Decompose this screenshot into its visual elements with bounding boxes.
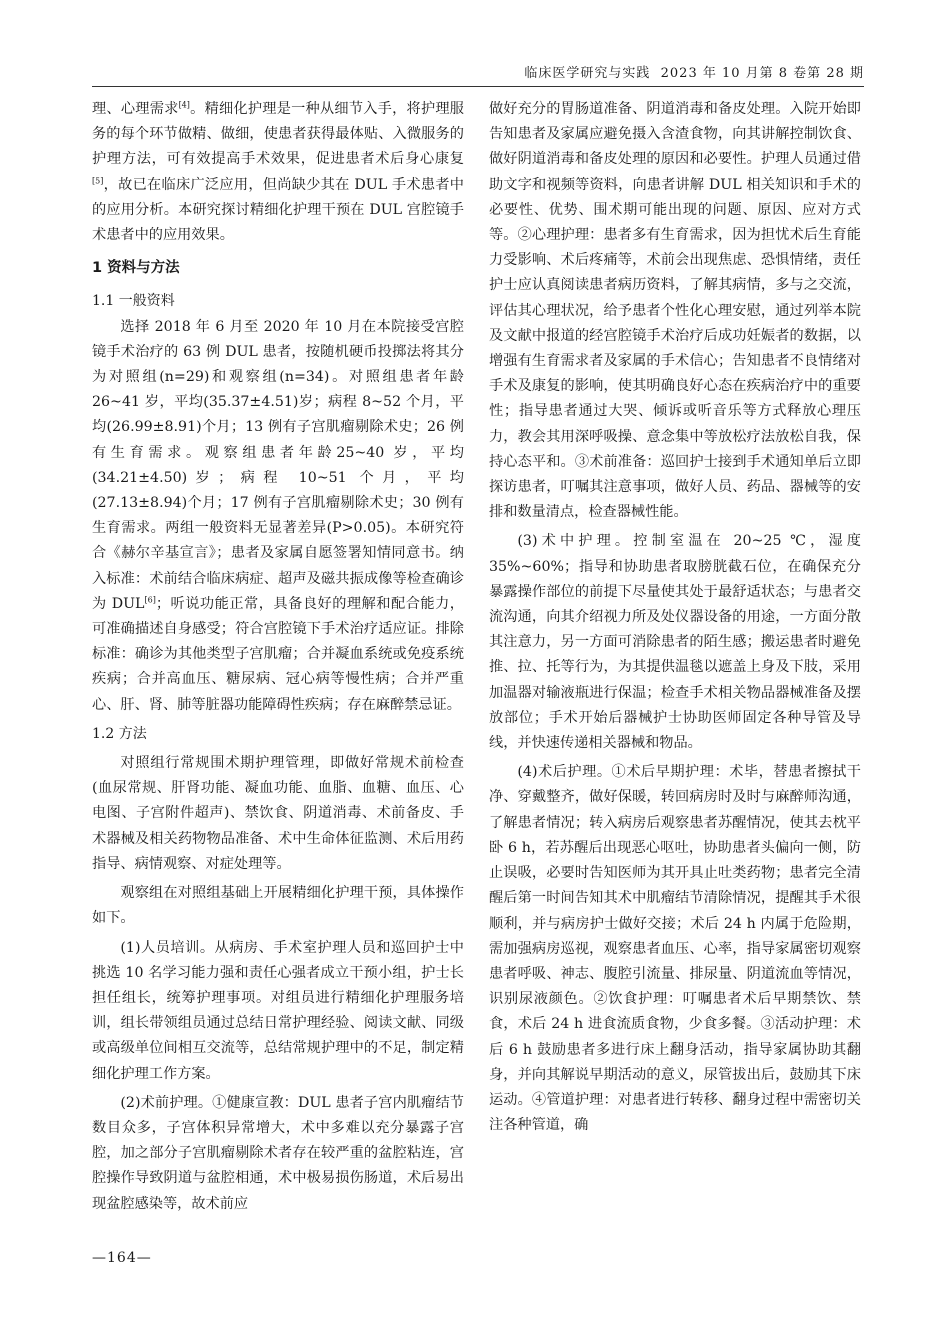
- intraop-care-paragraph: (3)术中护理。控制室温在 20~25 ℃，湿度 35%~60%；指导和协助患者取膀胱截石位，在确保充分暴露操作部位的前提下尽量使其处于最舒适状态；与患者交流沟通，向其介绍视力所及处仪器设备的用途，一方面分散其注意力，另一方面可消除患者的陌生感；搬运患者时避免推、拉、托等行为，为其提供温毯以遮盖上身及下肢，采用加温器对输液瓶进行保温；检查手术相关物品器械准备及摆放部位；手术开始后器械护士协助医师固定各种导管及导线，并快速传递相关器械和物品。: [489, 533, 861, 752]
- preop-care-paragraph: (2)术前护理。①健康宣教：DUL 患者子宫内肌瘤结节数目众多，子宫体积异常增大，术中多难以充分暴露子宫腔，加之部分子宫肌瘤剔除术者存在较严重的盆腔粘连，宫腔操作导致阴道与盆腔相通，术中极易损伤肠道，术后易出现盆腔感染等，故术前应: [92, 1094, 464, 1212]
- preop-care-continued: 做好充分的胃肠道准备、阴道消毒和备皮处理。入院开始即告知患者及家属应避免摄入含渣食物，向其讲解控制饮食、做好阴道消毒和备皮处理的原因和必要性。护理人员通过借助文字和视频等资料，向患者讲解 DUL 相关知识和手术的必要性、优势、围术期可能出现的问题、原因、应对方式等。②心理护理：患者多有生育需求，因为担忧术后生育能力受影响、术后疼痛等，术前会出现焦虑、恐惧情绪，责任护士应认真阅读患者病历资料，了解其病情，多与之交流，评估其心理状况，给予患者个性化心理安慰，通过列举本院及文献中报道的经宫腔镜手术治疗后成功妊娠者的数据，以增强有生育需求者及家属的手术信心；告知患者不良情绪对手术及康复的影响，使其明确良好心态在疾病治疗中的重要性；指导患者通过大哭、倾诉或听音乐等方式释放心理压力，教会其用深呼吸操、意念集中等放松疗法放松自我，保持心态平和。③术前准备：巡回护士接到手术通知单后立即探访患者，叮嘱其注意事项，做好人员、药品、器械等的安排和数量清点，检查器械性能。: [489, 101, 861, 521]
- running-header: [524, 62, 864, 81]
- postop-care-paragraph: (4)术后护理。①术后早期护理：术毕，替患者擦拭干净、穿戴整齐，做好保暖，转回病房时及时与麻醉师沟通，了解患者情况；转入病房后观察患者苏醒情况，使其去枕平卧 6 h，若苏醒后出现恶心呕吐，协助患者头偏向一侧，防止误吸，必要时告知医师为其开具止吐类药物；患者完全清醒后第一时间告知其术中肌瘤结节清除情况，提醒其手术很顺利，并与病房护士做好交接；术后 24 h 内属于危险期，需加强病房巡视，观察患者血压、心率，指导家属密切观察患者呼吸、神志、腹腔引流量、排尿量、阴道流血等情况，识别尿液颜色。②饮食护理：叮嘱患者术后早期禁饮、禁食，术后 24 h 进食流质食物，少食多餐。③活动护理：术后 6 h 鼓励患者多进行床上翻身活动，指导家属协助其翻身，并向其解说早期活动的意义，尿管拔出后，鼓励其下床运动。④管道护理：对患者进行转移、翻身过程中需密切关注各种管道，确: [489, 764, 861, 1134]
- citation-5: [5]: [92, 175, 104, 185]
- section-heading-1: 1 资料与方法: [92, 260, 180, 277]
- page-number: —164—: [92, 1250, 152, 1266]
- journal-name: 临床医学研究与实践: [524, 66, 651, 81]
- intro-paragraph: 理、心理需求[4]。精细化护理是一种从细节入手，将护理服务的每个环节做精、做细，使患者获得最体贴、入微服务的护理方法，可有效提高手术效果，促进患者术后身心康复[5]，故已在临床广泛应用，但尚缺少其在 DUL 手术患者中的应用分析。本研究探讨精细化护理干预在 DUL 宫腔镜手术患者中的应用效果。: [92, 100, 464, 244]
- staff-training-paragraph: (1)人员培训。从病房、手术室护理人员和巡回护士中挑选 10 名学习能力强和责任心强者成立干预小组，护士长担任组长，统筹护理事项。对组员进行精细化护理服务培训，组长带领组员通过总结日常护理经验、阅读文献、同级或高级单位间相互交流等，总结常规护理中的不足，制定精细化护理工作方案。: [92, 939, 464, 1082]
- right-column: [489, 97, 861, 1138]
- left-column: [92, 97, 464, 1217]
- subsection-heading-1-2: 1.2 方法: [92, 725, 147, 742]
- citation-4: [4]: [178, 100, 190, 110]
- citation-6: [6]: [144, 595, 156, 605]
- issue-info: 2023 年 10 月第 8 卷第 28 期: [660, 66, 864, 81]
- observation-group-paragraph: 观察组在对照组基础上开展精细化护理干预，具体操作如下。: [92, 885, 464, 927]
- control-group-paragraph: 对照组行常规围术期护理管理，即做好常规术前检查(血尿常规、肝肾功能、凝血功能、血脂、血糖、血压、心电图、子宫附件超声)、禁饮食、阴道消毒、术前备皮、手术器械及相关药物物品准备、术中生命体征监测、术后用药指导、病情观察、对症处理等。: [92, 755, 464, 872]
- header-rule: [92, 86, 864, 87]
- general-data-paragraph: 选择 2018 年 6 月至 2020 年 10 月在本院接受宫腔镜手术治疗的 63 例 DUL 患者，按随机硬币投掷法将其分为对照组(n=29)和观察组(n=34)。对照组患者年龄 26~41 岁，平均(35.37±4.51)岁；病程 8~52 个月，平均(26.99±8.91)个月；13 例有子宫肌瘤剔除术史；26 例有生育需求。观察组患者年龄25~40 岁，平均(34.21±4.50)岁；病程 10~51 个月，平均(27.13±8.94)个月；17 例有子宫肌瘤剔除术史；30 例有生育需求。两组一般资料无显著差异(P>0.05)。本研究符合《赫尔辛基宣言》；患者及家属自愿签署知情同意书。纳入标准：术前结合临床病症、超声及磁共振成像等检查确诊为 DUL[6]；听说功能正常，具备良好的理解和配合能力，可准确描述自身感受；符合宫腔镜下手术治疗适应证。排除标准：确诊为其他类型子宫肌瘤；合并凝血系统或免疫系统疾病；合并高血压、糖尿病、冠心病等慢性病；合并严重心、肝、肾、肺等脏器功能障碍性疾病；存在麻醉禁忌证。: [92, 318, 464, 713]
- subsection-heading-1-1: 1.1 一般资料: [92, 293, 175, 310]
